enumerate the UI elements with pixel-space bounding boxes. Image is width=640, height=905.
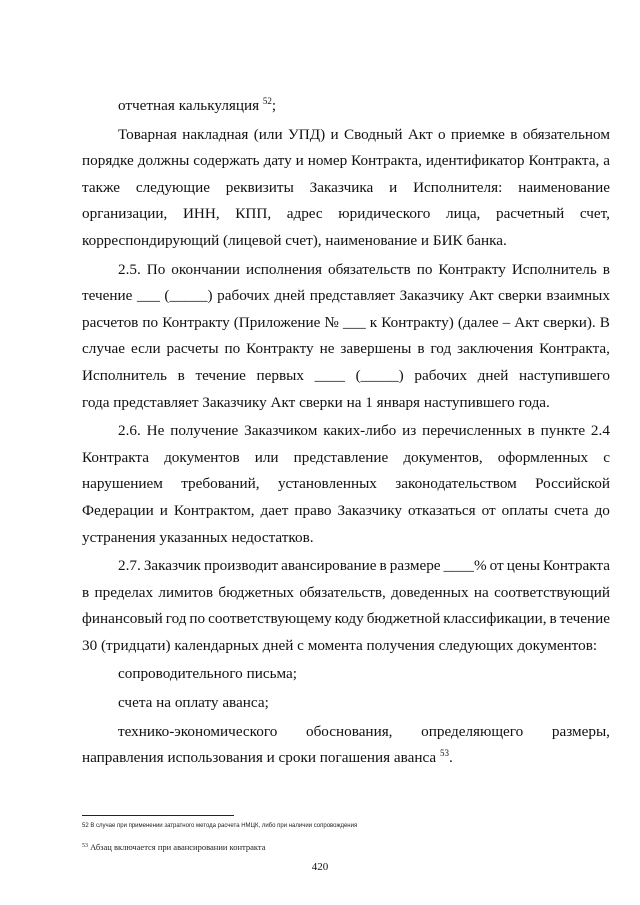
word: 2.4: [590, 422, 610, 440]
word: по: [189, 610, 206, 628]
word: ___: [137, 287, 160, 305]
paragraph-line: [82, 283, 610, 310]
paragraph-line: [82, 553, 610, 580]
word: Контракта: [82, 448, 149, 466]
word: адрес: [286, 205, 323, 223]
word: (_____): [355, 366, 404, 384]
word: Контракта,: [528, 152, 600, 170]
word: Сводный: [343, 125, 403, 143]
word: идентификатор: [425, 152, 525, 170]
word: перечисленных: [422, 422, 522, 440]
word: Исполнителя:: [413, 178, 503, 196]
word: право: [294, 501, 332, 519]
paragraph-line: [82, 201, 610, 228]
word: обязательств,: [299, 583, 386, 601]
footnote-52: 52 В случае при применении затратного метода расчета НМЦК, либо при наличии сопровождения: [82, 823, 358, 829]
word: по: [224, 340, 241, 358]
word: пределах: [94, 583, 154, 601]
word: документов,: [403, 448, 483, 466]
word: авансирование: [281, 557, 377, 575]
paragraph-line: устранения указанных недостатков.: [82, 528, 314, 546]
word: Заказчику: [337, 501, 402, 519]
word: с: [603, 448, 610, 466]
word: должны: [137, 152, 190, 170]
word: Контракту: [438, 260, 506, 278]
word: а: [603, 152, 610, 170]
list-item: счета на оплату аванса;: [118, 694, 269, 712]
word: УПД): [287, 125, 326, 143]
word: от: [481, 501, 496, 519]
paragraph-line: [82, 498, 610, 525]
word: дает: [260, 501, 289, 519]
text-line: отчетная калькуляция $^{52}$;: [118, 96, 277, 114]
word: взаимных: [546, 287, 610, 305]
word: Исполнитель: [511, 260, 597, 278]
word: завершены: [340, 340, 412, 358]
word: юридического: [338, 205, 431, 223]
word: не: [319, 340, 335, 358]
word: пункте: [540, 422, 586, 440]
word: организации,: [82, 205, 168, 223]
word: о: [437, 125, 446, 143]
word: течение: [82, 287, 133, 305]
word: накладная: [182, 125, 249, 143]
paragraph-line: года представляет Заказчику Акт сверки на 1 января наступившего года.: [82, 393, 550, 411]
word: в: [549, 610, 557, 628]
paragraph-line: корреспондирующий (лицевой счет), наименование и БИК банка.: [82, 231, 507, 249]
word: Контракту): [381, 313, 454, 331]
word: коду: [334, 610, 364, 628]
word: в: [177, 366, 185, 384]
word: и: [330, 125, 339, 143]
word: расчетов: [82, 313, 139, 331]
word: Контракту: [246, 340, 314, 358]
word: в: [510, 125, 518, 143]
word: год: [430, 340, 452, 358]
word: требований,: [181, 475, 260, 493]
word: окончании: [171, 260, 240, 278]
word: обязательств: [328, 260, 411, 278]
word: 2.7.: [118, 557, 141, 575]
paragraph-line: [82, 445, 610, 472]
paragraph-line: [82, 175, 610, 202]
word: Федерации: [82, 501, 154, 519]
word: ____%: [443, 557, 487, 575]
word: в: [602, 260, 610, 278]
word: наступившего: [519, 366, 610, 384]
word: Не: [146, 422, 165, 440]
word: (далее: [457, 313, 499, 331]
word: рабочих: [414, 366, 467, 384]
word: случае: [82, 340, 126, 358]
word: доведенных: [391, 583, 469, 601]
word: представление: [293, 448, 389, 466]
word: ___: [342, 313, 366, 331]
word: В: [599, 313, 610, 331]
word: получение: [170, 422, 239, 440]
word: Акт: [514, 313, 540, 331]
word: к: [369, 313, 378, 331]
word: заключения: [457, 340, 534, 358]
word: в: [417, 340, 425, 358]
word: в: [82, 583, 90, 601]
word: от: [489, 557, 504, 575]
word: Заказчик: [143, 557, 201, 575]
word: оплаты: [501, 501, 549, 519]
word: законодательством: [395, 475, 517, 493]
word: или: [254, 448, 279, 466]
word: из: [402, 422, 417, 440]
word: соответствующему: [208, 610, 332, 628]
footnote-53: $^{53}$ Абзац включается при авансировании контракта: [82, 842, 266, 852]
word: Заказчиком: [244, 422, 318, 440]
word: Контрактом,: [173, 501, 255, 519]
word: рабочих: [217, 287, 270, 305]
word: счета: [554, 501, 589, 519]
paragraph-line: [82, 580, 610, 607]
word: год: [165, 610, 187, 628]
word: производит: [203, 557, 279, 575]
paragraph-line: направления использования и сроки погашения аванса $^{53}$.: [82, 748, 453, 767]
word: в: [379, 557, 387, 575]
word: соответствующий: [494, 583, 610, 601]
word: дней: [274, 287, 306, 305]
word: расчеты: [166, 340, 219, 358]
footnote-ref: 53: [439, 748, 449, 759]
word: Заказчика: [309, 178, 374, 196]
word: сверки: [498, 287, 542, 305]
word: дней: [477, 366, 509, 384]
word: номер: [307, 152, 348, 170]
word: цены: [506, 557, 540, 575]
word: счет,: [579, 205, 610, 223]
word: течение: [195, 366, 246, 384]
word: технико-экономического: [118, 722, 278, 740]
word: следующие: [135, 178, 210, 196]
word: документов: [164, 448, 240, 466]
paragraph-line: [82, 606, 610, 633]
word: исполнения: [245, 260, 323, 278]
word: классификации,: [443, 610, 547, 628]
word: лица,: [445, 205, 481, 223]
word: По: [146, 260, 166, 278]
word: Исполнитель: [82, 366, 167, 384]
word: и: [389, 178, 398, 196]
word: также: [82, 178, 120, 196]
word: размеры,: [551, 722, 610, 740]
word: Заказчику: [399, 287, 465, 305]
word: Акт: [468, 287, 494, 305]
word: Акт: [407, 125, 433, 143]
word: нарушением: [82, 475, 163, 493]
word: до: [594, 501, 610, 519]
word: в: [527, 422, 535, 440]
footnote-ref: 52: [262, 96, 272, 106]
word: (_____): [164, 287, 213, 305]
paragraph-line: [82, 363, 610, 390]
word: определяющего: [421, 722, 524, 740]
word: и: [295, 152, 304, 170]
word: –: [502, 313, 511, 331]
word: оформленных: [497, 448, 589, 466]
word: Российской: [535, 475, 610, 493]
word: и: [159, 501, 168, 519]
word: бюджетной: [366, 610, 441, 628]
word: если: [131, 340, 161, 358]
word: содержать: [193, 152, 260, 170]
word: по: [416, 260, 433, 278]
word: первых: [256, 366, 304, 384]
word: (или: [253, 125, 283, 143]
word: дату: [263, 152, 292, 170]
footnote-divider: [82, 815, 234, 816]
paragraph-line: [82, 471, 610, 498]
word: КПП,: [235, 205, 272, 223]
word: реквизиты: [225, 178, 294, 196]
paragraph-line: [82, 418, 610, 445]
word: сверки).: [543, 313, 596, 331]
word: по: [142, 313, 159, 331]
word: размере: [389, 557, 441, 575]
word: бюджетных: [218, 583, 295, 601]
word: ____: [314, 366, 345, 384]
word: на: [473, 583, 489, 601]
word: Контракта,: [539, 340, 610, 358]
word: представляет: [309, 287, 395, 305]
word: 2.6.: [118, 422, 141, 440]
word: 2.5.: [118, 260, 141, 278]
word: течение: [559, 610, 610, 628]
word: отказаться: [408, 501, 476, 519]
word: лимитов: [158, 583, 214, 601]
word: приемке: [450, 125, 505, 143]
body-text: [82, 93, 610, 772]
word: (Приложение: [233, 313, 321, 331]
paragraph-line: [82, 257, 610, 284]
word: финансовый: [82, 610, 163, 628]
paragraph-line: [82, 310, 610, 337]
word: ИНН,: [182, 205, 220, 223]
word: обязательном: [522, 125, 610, 143]
paragraph-line: [82, 122, 610, 149]
word: обоснования,: [305, 722, 393, 740]
paragraph-line: [82, 148, 610, 175]
word: Контракта,: [351, 152, 422, 170]
word: каких-либо: [323, 422, 397, 440]
paragraph-line: [82, 336, 610, 363]
list-item: [82, 719, 610, 746]
word: расчетный: [495, 205, 565, 223]
word: №: [324, 313, 339, 331]
word: порядке: [82, 152, 134, 170]
word: установленных: [277, 475, 377, 493]
word: Контракта: [542, 557, 610, 575]
word: Контракту: [162, 313, 230, 331]
word: наименование: [518, 178, 610, 196]
page-number: 420: [311, 861, 329, 873]
paragraph-line: 30 (тридцати) календарных дней с момента получения следующих документов:: [82, 636, 598, 654]
list-item: сопроводительного письма;: [118, 665, 297, 683]
word: Товарная: [118, 125, 177, 143]
